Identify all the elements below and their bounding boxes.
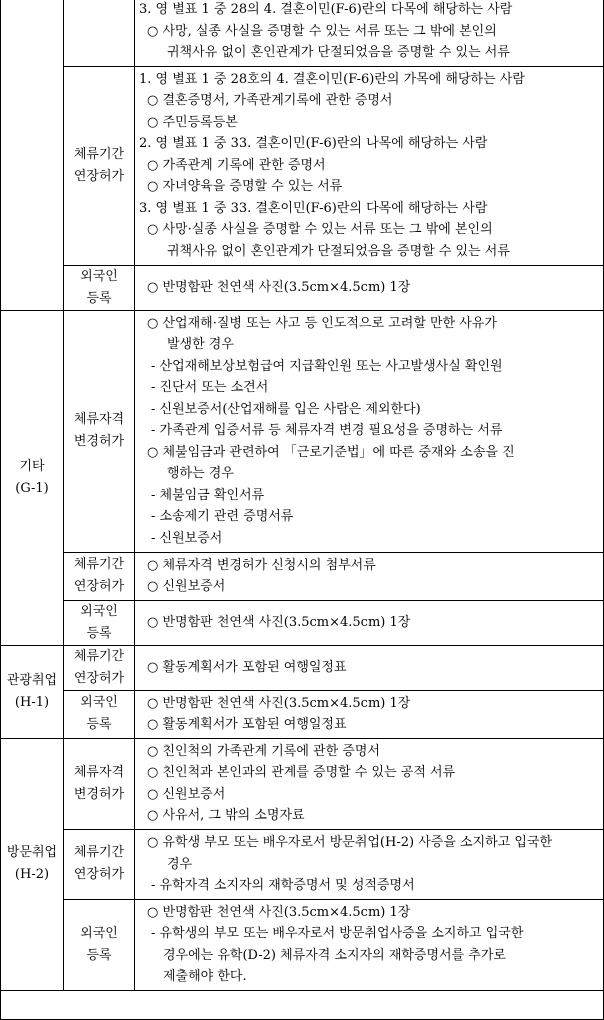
requirement-content (135, 265, 604, 310)
table-body (1, 0, 604, 1019)
requirement-line: ○ 결혼증명서, 가족관계기록에 관한 증명서 (147, 93, 393, 109)
category-cell (1, 645, 64, 738)
requirement-line: ○ 주민등록등본 (147, 114, 238, 130)
requirement-line: ○ 자녀양육을 증명할 수 있는 서류 (147, 179, 343, 195)
table-row (1, 829, 604, 899)
subcategory-label: 체류자격 (73, 412, 125, 428)
subcategory-cell (64, 690, 135, 738)
requirement-line: - 유학자격 소지자의 재학증명서 및 성적증명서 (151, 878, 415, 894)
subcategory-cell (64, 738, 135, 829)
category-cell (1, 310, 64, 645)
subcategory-label: 연장허가 (73, 168, 125, 184)
requirement-content (135, 600, 604, 645)
requirement-line: ○ 활동계획서가 포함된 여행일정표 (147, 659, 347, 675)
requirement-line: 3. 영 별표 1 중 33. 결혼이민(F-6)란의 다목에 해당하는 사람 (139, 200, 488, 216)
requirement-line: ○ 체류자격 변경허가 신청시의 첨부서류 (147, 557, 376, 573)
requirement-line: - 체불임금 확인서류 (151, 487, 265, 503)
category-cell (1, 738, 64, 990)
subcategory-label: 체류기간 (73, 146, 125, 162)
subcategory-label: 등록 (86, 625, 112, 641)
subcategory-cell (64, 645, 135, 690)
requirement-line: ○ 친인척과 본인과의 관계를 증명할 수 있는 공적 서류 (147, 765, 456, 781)
requirement-line: 3. 영 별표 1 중 28의 4. 결혼이민(F-6)란의 다목에 해당하는 사람 (139, 2, 513, 17)
requirement-line: - 가족관계 입증서류 등 체류자격 변경 필요성을 증명하는 서류 (151, 423, 503, 439)
requirement-line: ○ 가족관계 기록에 관한 증명서 (147, 157, 326, 173)
requirement-line: 1. 영 별표 1 중 28호의 4. 결혼이민(F-6)란의 가목에 해당하는 사람 (139, 71, 525, 87)
subcategory-label: 외국인 (80, 695, 118, 711)
requirement-content (135, 690, 604, 738)
requirement-content (135, 0, 604, 66)
requirement-content (135, 829, 604, 899)
requirement-line: - 신원보증서(산업재해를 입은 사람은 제외한다) (151, 401, 421, 417)
table-row (1, 66, 604, 265)
requirement-line: ○ 사망·실종 사실을 증명할 수 있는 서류 또는 그 밖에 본인의 (147, 222, 493, 238)
requirement-content (135, 738, 604, 829)
subcategory-label: 변경허가 (73, 434, 125, 450)
category-label: (H-1) (14, 694, 50, 710)
subcategory-label: 체류기간 (73, 845, 125, 861)
subcategory-label: 연장허가 (73, 579, 125, 595)
requirement-line: ○ 신원보증서 (147, 786, 226, 802)
requirement-line: - 신원보증서 (151, 531, 223, 547)
subcategory-label: 등록 (86, 717, 112, 733)
requirement-line: - 산업재해보상보험급여 지급확인원 또는 사고발생사실 확인원 (151, 358, 503, 374)
subcategory-cell (64, 829, 135, 899)
subcategory-cell (64, 310, 135, 552)
requirement-line: - 소송제기 관련 증명서류 (151, 509, 294, 525)
table-row (1, 552, 604, 600)
table-row (1, 645, 604, 690)
table-row (1, 690, 604, 738)
requirement-line: ○ 사망, 실종 사실을 증명할 수 있는 서류 또는 그 밖에 본인의 (147, 23, 497, 39)
requirement-line: ○ 반명함판 천연색 사진(3.5cm×4.5cm) 1장 (147, 904, 411, 920)
subcategory-label: 외국인 (80, 603, 118, 619)
table-row (1, 738, 604, 829)
requirement-line: 경우에는 유학(D-2) 체류자격 소지자의 재학증명서를 추가로 (163, 947, 506, 963)
table-row (1, 310, 604, 552)
category-label: (H-2) (14, 867, 50, 883)
requirement-line: ○ 반명함판 천연색 사진(3.5cm×4.5cm) 1장 (147, 279, 411, 295)
subcategory-cell (64, 600, 135, 645)
requirement-content (135, 645, 604, 690)
requirement-line: 제출해야 한다. (163, 969, 247, 985)
subcategory-cell (64, 552, 135, 600)
requirement-line: 발생한 경우 (167, 337, 234, 353)
requirement-content (135, 899, 604, 990)
empty-cell (1, 990, 604, 1019)
requirement-line: ○ 사유서, 그 밖의 소명자료 (147, 808, 305, 824)
requirement-line: ○ 신원보증서 (147, 579, 226, 595)
requirement-line: ○ 체불임금과 관련하여 「근로기준법」에 따른 중재와 소송을 진 (147, 444, 515, 460)
table-row (1, 899, 604, 990)
requirement-line: 행하는 경우 (167, 466, 234, 482)
requirement-line: 경우 (167, 856, 193, 872)
subcategory-label: 등록 (86, 290, 112, 306)
requirement-line: ○ 유학생 부모 또는 배우자로서 방문취업(H-2) 사증을 소지하고 입국한 (147, 834, 553, 850)
category-label: 기타 (19, 458, 45, 474)
requirement-line: ○ 반명함판 천연색 사진(3.5cm×4.5cm) 1장 (147, 695, 411, 711)
category-label: 관광취업 (6, 672, 58, 688)
subcategory-label: 체류기간 (73, 648, 125, 664)
requirement-content (135, 552, 604, 600)
subcategory-label: 연장허가 (73, 670, 125, 686)
subcategory-label: 외국인 (80, 925, 118, 941)
requirement-line: ○ 산업재해·질병 또는 사고 등 인도적으로 고려할 만한 사유가 (147, 315, 497, 331)
subcategory-label: 외국인 (80, 268, 118, 284)
subcategory-label: 등록 (86, 947, 112, 963)
subcategory-label: 체류기간 (73, 557, 125, 573)
subcategory-cell (64, 265, 135, 310)
requirement-line: - 진단서 또는 소견서 (151, 380, 269, 396)
category-cell (1, 0, 64, 310)
requirement-line: 귀책사유 없이 혼인관계가 단절되었음을 증명할 수 있는 서류 (167, 244, 510, 260)
table-row (1, 600, 604, 645)
empty-row (1, 990, 604, 1019)
subcategory-label: 변경허가 (73, 786, 125, 802)
requirement-line: - 유학생의 부모 또는 배우자로서 방문취업사증을 소지하고 입국한 (151, 926, 524, 942)
category-label: 방문취업 (6, 845, 58, 861)
requirement-content (135, 310, 604, 552)
requirement-line: ○ 친인척의 가족관계 기록에 관한 증명서 (147, 743, 380, 759)
subcategory-label: 연장허가 (73, 867, 125, 883)
requirement-line: ○ 활동계획서가 포함된 여행일정표 (147, 717, 347, 733)
table-row (1, 265, 604, 310)
subcategory-label: 체류자격 (73, 764, 125, 780)
requirement-line: ○ 반명함판 천연색 사진(3.5cm×4.5cm) 1장 (147, 614, 411, 630)
requirement-content (135, 66, 604, 265)
subcategory-cell (64, 899, 135, 990)
subcategory-cell (64, 66, 135, 265)
table-row (1, 0, 604, 66)
category-label: (G-1) (15, 480, 49, 496)
requirement-line: 2. 영 별표 1 중 33. 결혼이민(F-6)란의 나목에 해당하는 사람 (139, 136, 488, 152)
requirement-line: 귀책사유 없이 혼인관계가 단절되었음을 증명할 수 있는 서류 (167, 45, 510, 61)
subcategory-cell (64, 0, 135, 66)
